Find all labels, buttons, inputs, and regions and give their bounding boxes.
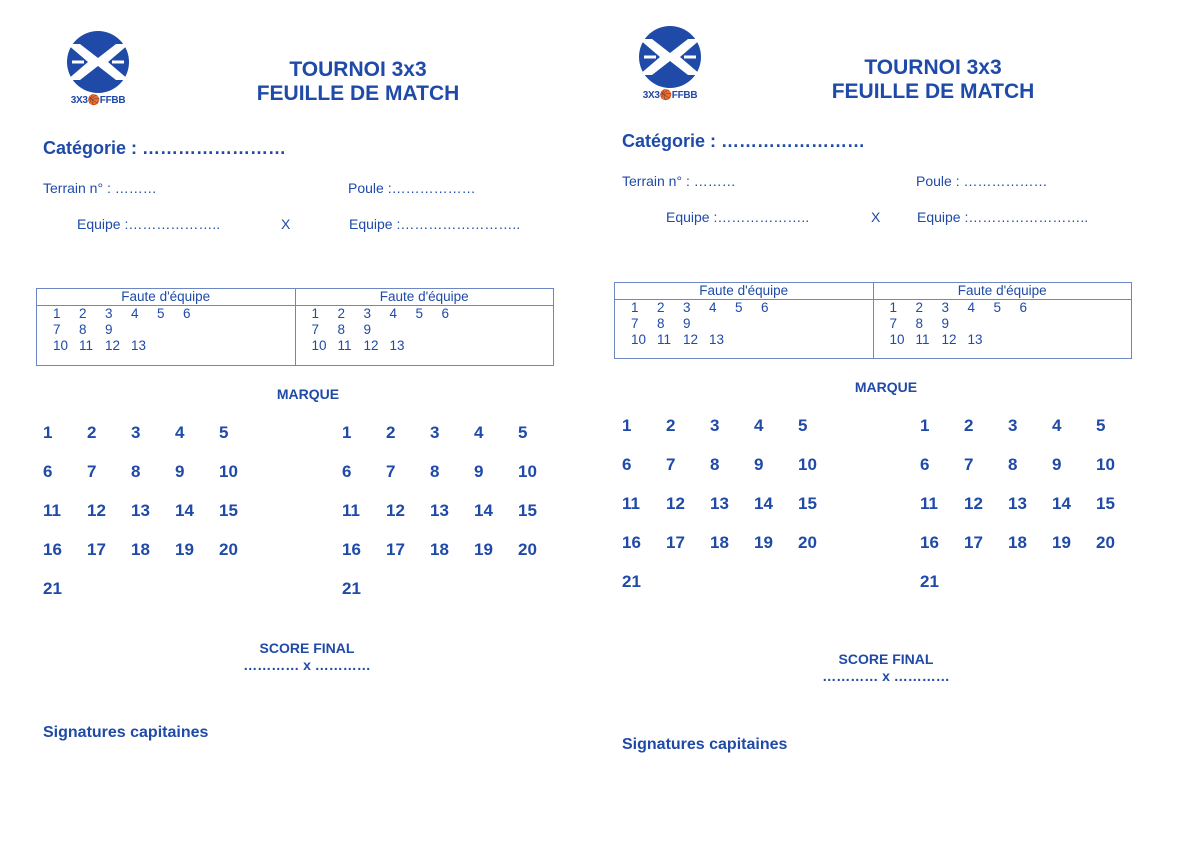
team-b-field: Equipe :……………………..	[917, 209, 1089, 225]
fouls-row: 1 2 3 4 5 6	[631, 300, 769, 315]
fouls-row: 10 11 12 13	[889, 332, 983, 347]
versus-mark: X	[871, 209, 881, 225]
title-line-1: TOURNOI 3x3	[289, 58, 427, 81]
category-field: Catégorie : ……………………	[43, 138, 287, 158]
captains-signatures: Signatures capitaines	[622, 736, 788, 753]
score-final-label: SCORE FINAL	[259, 640, 355, 656]
basketball-x-icon	[630, 25, 710, 89]
terrain-field: Terrain n° : ………	[622, 173, 736, 189]
terrain-field: Terrain n° : ………	[43, 180, 157, 196]
fouls-row: 10 11 12 13	[53, 338, 147, 353]
fouls-row: 7 8 9	[53, 322, 113, 337]
basketball-x-icon	[58, 30, 138, 94]
sheet-title	[783, 56, 1083, 104]
title-line-2: FEUILLE DE MATCH	[256, 82, 460, 105]
fouls-row: 7 8 9	[311, 322, 372, 337]
poule-field: Poule : ………………	[916, 173, 1048, 189]
fouls-row: 10 11 12 13	[311, 338, 405, 353]
score-final-blank: ………… x …………	[822, 668, 950, 684]
title-line-2: FEUILLE DE MATCH	[831, 80, 1035, 103]
team-fouls-a	[37, 289, 295, 365]
team-fouls-table	[614, 282, 1132, 359]
fouls-row: 1 2 3 4 5 6	[889, 300, 1028, 315]
team-fouls-table	[36, 288, 554, 366]
score-final-blank: ………… x …………	[243, 657, 371, 673]
logo-text: 3X3🏀FFBB	[70, 95, 126, 106]
captains-signatures: Signatures capitaines	[43, 724, 209, 741]
score-grid-a: 1 2 3 4 5 6 7 8 9 10 11 12 13 14 15 16 17 18 19 20 21	[622, 415, 817, 591]
team-fouls-a	[615, 283, 873, 358]
team-fouls-b	[873, 283, 1132, 358]
marque-heading: MARQUE	[854, 379, 918, 395]
category-field: Catégorie : ……………………	[622, 131, 866, 151]
team-b-field: Equipe :……………………..	[349, 216, 521, 232]
sheet-title	[208, 58, 508, 106]
score-final-label: SCORE FINAL	[838, 651, 934, 667]
fouls-header: Faute d'équipe	[296, 289, 554, 306]
versus-mark: X	[281, 216, 291, 232]
team-fouls-b	[295, 289, 554, 365]
fouls-row: 1 2 3 4 5 6	[53, 306, 191, 321]
match-sheet-right	[580, 0, 1180, 849]
score-final	[786, 651, 986, 685]
team-a-field: Equipe :………………..	[666, 209, 810, 225]
fouls-row: 1 2 3 4 5 6	[311, 306, 450, 321]
score-final	[207, 640, 407, 674]
logo-text: 3X3🏀FFBB	[642, 90, 698, 101]
fouls-row: 7 8 9	[889, 316, 950, 331]
fouls-header: Faute d'équipe	[615, 283, 873, 300]
marque-heading: MARQUE	[276, 386, 340, 402]
fouls-row: 7 8 9	[631, 316, 691, 331]
ffbb-3x3-logo	[630, 25, 710, 105]
team-a-field: Equipe :………………..	[77, 216, 221, 232]
title-line-1: TOURNOI 3x3	[864, 56, 1002, 79]
score-grid-a: 1 2 3 4 5 6 7 8 9 10 11 12 13 14 15 16 17 18 19 20 21	[43, 422, 238, 598]
fouls-header: Faute d'équipe	[37, 289, 295, 306]
ffbb-3x3-logo	[58, 30, 138, 110]
fouls-header: Faute d'équipe	[874, 283, 1132, 300]
score-grid-b: 1 2 3 4 5 6 7 8 9 10 11 12 13 14 15 16 17 18 19 20 21	[920, 415, 1115, 591]
poule-field: Poule :………………	[348, 180, 476, 196]
fouls-row: 10 11 12 13	[631, 332, 725, 347]
score-grid-b: 1 2 3 4 5 6 7 8 9 10 11 12 13 14 15 16 17 18 19 20 21	[342, 422, 537, 598]
